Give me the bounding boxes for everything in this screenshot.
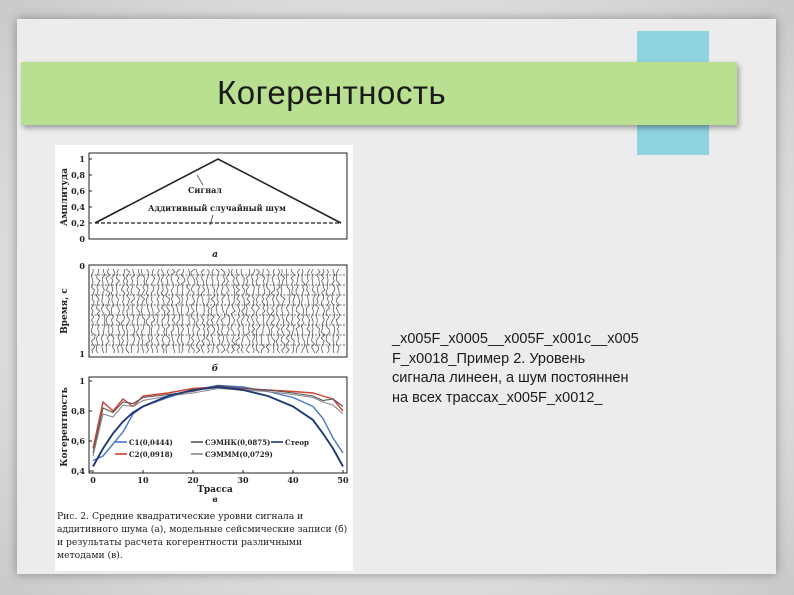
panel-a-ytick: 0,4 xyxy=(71,202,85,212)
legend-label: CЭМММ(0,0729) xyxy=(205,450,273,459)
panel-c-xtick: 20 xyxy=(187,475,199,485)
panel-c-ytick: 0,6 xyxy=(71,436,85,446)
body-text: _x005F_x0005__x005F_x001c__x005 F_x0018_Пример 2. Уровень сигнала линеен, а шум постояннен на всех трассах_x005F_x0012_ xyxy=(392,331,639,406)
panel-c-xtick: 0 xyxy=(90,475,96,485)
panel-b-letter: б xyxy=(211,364,219,374)
panel-c-ytick: 0,8 xyxy=(71,406,85,416)
figure-caption: Рис. 2. Средние квадратические уровни сигнала и аддитивного шума (а), модельные сейсмические записи (б) и результаты расчета когерентности различными методами (в). xyxy=(57,511,348,561)
panel-c-xticks xyxy=(90,470,349,485)
signal-label: Сигнал xyxy=(188,185,222,195)
panel-a xyxy=(60,153,347,260)
slide-title: Когерентность xyxy=(217,74,447,111)
panel-c-ytick: 1 xyxy=(79,376,85,386)
panel-b-ytick-bottom: 1 xyxy=(79,349,85,359)
panel-c-xtick: 50 xyxy=(337,475,349,485)
panel-c-xtick: 10 xyxy=(137,475,149,485)
panel-c xyxy=(60,376,349,504)
legend-label: C1(0,0444) xyxy=(129,438,173,447)
legend-label: C2(0,0918) xyxy=(129,450,173,459)
figure xyxy=(55,145,353,571)
panel-b xyxy=(60,261,347,374)
slide xyxy=(17,19,776,574)
panel-c-ylabel: Когерентность xyxy=(60,387,70,467)
panel-c-ytick: 0,4 xyxy=(71,466,85,476)
panel-a-ytick: 1 xyxy=(79,154,85,164)
panel-c-xtick: 30 xyxy=(237,475,249,485)
panel-b-ytick-top: 0 xyxy=(79,261,85,271)
signal-pointer xyxy=(197,175,203,185)
panel-c-xtick: 40 xyxy=(287,475,299,485)
panel-c-xlabel: Трасса xyxy=(197,485,233,495)
figure-graphic xyxy=(55,145,353,571)
panel-b-ylabel: Время, с xyxy=(60,288,70,334)
legend-label: CЭМНК(0,0875) xyxy=(205,438,271,447)
panel-a-ytick: 0 xyxy=(79,234,85,244)
panel-a-ytick: 0,6 xyxy=(71,186,85,196)
noise-label: Аддитивный случайный шум xyxy=(147,203,287,213)
legend-label: Cтеор xyxy=(285,438,309,447)
panel-a-ytick: 0,2 xyxy=(71,218,85,228)
panel-a-letter: а xyxy=(212,250,218,260)
legend xyxy=(115,438,309,459)
panel-a-ylabel: Амплитуда xyxy=(60,168,70,226)
panel-c-letter: в xyxy=(212,494,218,504)
panel-a-ytick: 0,8 xyxy=(71,170,85,180)
